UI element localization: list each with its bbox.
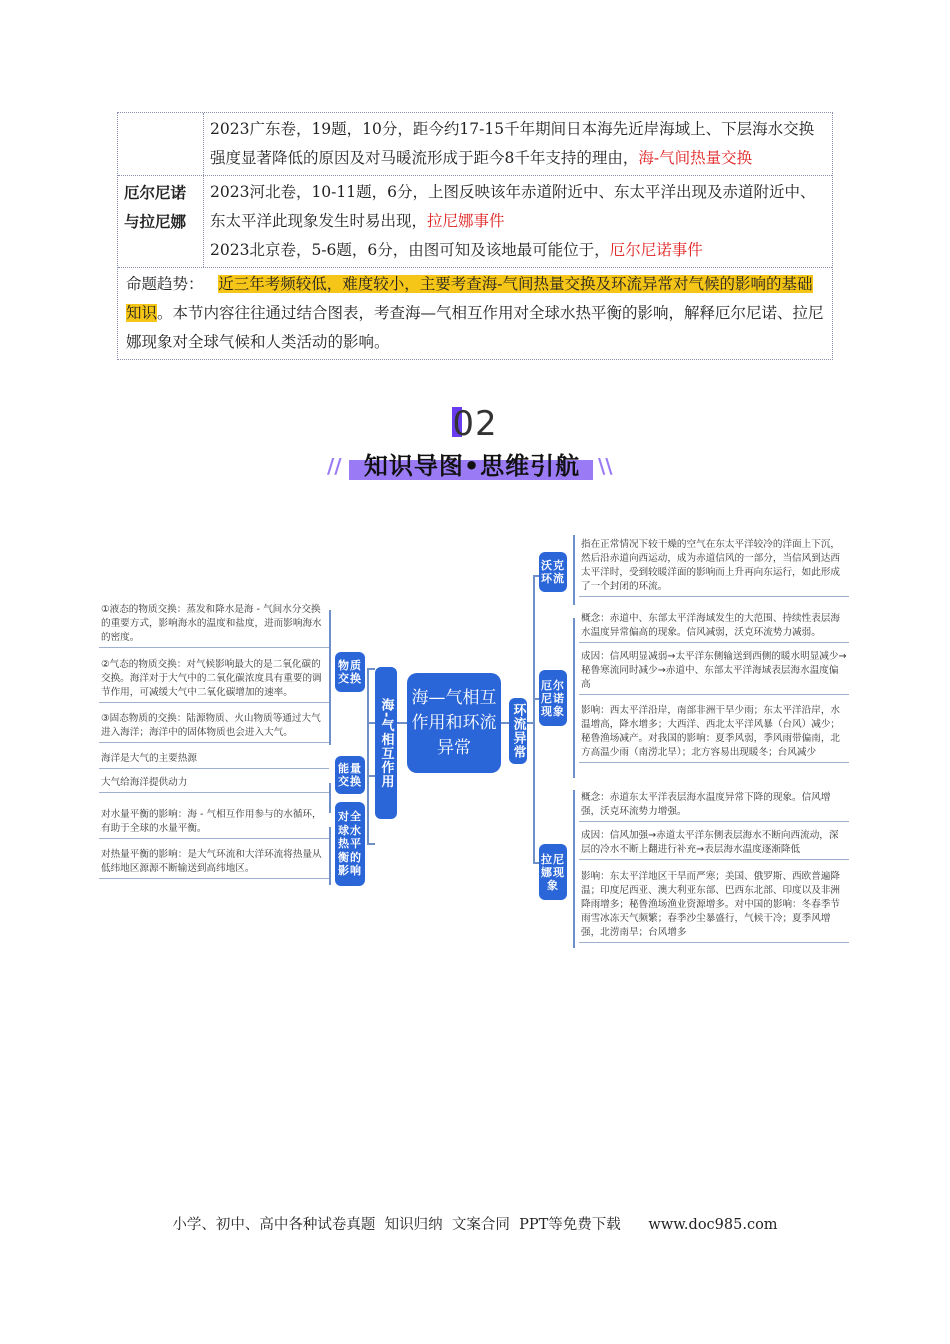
connector (533, 575, 535, 863)
row-answer: 厄尔尼诺事件 (609, 241, 703, 259)
main-node-sea-air-interaction (375, 667, 397, 819)
connector (367, 843, 375, 845)
mindmap-leaf: 对热量平衡的影响：是大气环流和大洋环流将热量从低纬地区源源不断输送到高纬地区。 (99, 848, 329, 879)
node-label: 物质交换 (338, 659, 362, 685)
node-label: 厄尔尼诺现象 (541, 678, 565, 718)
mindmap-leaf: ①液态的物质交换：蒸发和降水是海 - 气间水分交换的重要方式，影响海水的温度和盐度，进而影响海水的密度。 (99, 603, 329, 648)
trend-text: 。本节内容往往通过结合图表，考查海—气相互作用对全球水热平衡的影响，解释厄尔尼诺、拉尼娜现象对全球气候和人类活动的影响。 (126, 304, 824, 351)
mindmap-leaf: 影响：东太平洋地区干旱而严寒；美国、俄罗斯、西欧普遍降温；印度尼西亚、澳大利亚东部、巴西东北部、印度以及非洲降雨增多；秘鲁渔场渔业资源增多。对中国的影响：冬春季节雨雪冰冻天气频繁；春季沙尘暴盛行，气候干冷；夏季风增强，北涝南旱；台风增多 (579, 870, 849, 943)
node-label: 对全球水热平衡的影响 (338, 810, 362, 878)
connector (573, 618, 575, 778)
table-row (118, 176, 832, 268)
mindmap-leaf: ③固态物质的交换：陆源物质、火山物质等通过大气进入海洋；海洋中的固体物质也会进入大气。 (99, 712, 329, 743)
sub-node-walker-circulation (539, 552, 567, 592)
node-label: 沃克环流 (541, 559, 565, 585)
row-answer: 拉尼娜事件 (427, 212, 505, 230)
right-slashes-decoration: \\ (598, 454, 613, 478)
connector (367, 668, 375, 670)
row-answer: 海-气间热量交换 (638, 149, 753, 167)
mindmap-leaf: 海洋是大气的主要热源 (99, 752, 329, 769)
node-label: 环流异常 (510, 703, 526, 759)
node-label: 拉尼娜现象 (541, 852, 565, 892)
connector (527, 722, 535, 724)
sub-node-material-exchange (335, 652, 365, 692)
mindmap-leaf: 概念：赤道中、东部太平洋海域发生的大范围、持续性表层海水温度异常偏高的现象。信风减弱，沃克环流势力减弱。 (579, 612, 849, 643)
row-content (204, 113, 832, 175)
node-label: 能量交换 (338, 762, 362, 788)
exam-table (117, 112, 833, 360)
mindmap-leaf: 概念：赤道东太平洋表层海水温度异常下降的现象。信风增强，沃克环流势力增强。 (579, 791, 849, 822)
mindmap-leaf: 指在正常情况下较干燥的空气在东太平洋较冷的洋面上下沉，然后沿赤道向西运动，成为赤道信风的一部分，当信风到达西太平洋时，受到较暖洋面的影响而上升再向东运行，如此形成了一个封闭的环流。 (579, 538, 849, 597)
section-number: 02 (452, 404, 498, 444)
mindmap-center-node: 海—气相互作用和环流异常 (407, 673, 501, 773)
mindmap-leaf: 成因：信风加强→赤道太平洋东侧表层海水不断向西流动，深层的冷水不断上翻进行补充→表层海水温度逐渐降低 (579, 829, 849, 860)
trend-label: 命题趋势： (126, 275, 204, 293)
table-row-trend (118, 268, 832, 359)
connector (329, 610, 331, 745)
connector (573, 535, 575, 605)
mind-map (95, 530, 855, 960)
section-title: 知识导图•思维引航 (363, 452, 581, 480)
connector (367, 775, 375, 777)
trend-content (118, 268, 832, 359)
mindmap-leaf: ②气态的物质交换：对气候影响最大的是二氧化碳的交换。海洋对于大气中的二氧化碳浓度具有重要的调节作用，可减缓大气中二氧化碳增加的速率。 (99, 658, 329, 703)
trend-highlight: 近三年考频较低，难度较小，主要考查海-气间热量交换及环流异常对气候的影响的基础知识 (126, 275, 813, 322)
mindmap-leaf: 影响：西太平洋沿岸，南部非洲干旱少雨；东太平洋沿岸，水温增高，降水增多；大西洋、西北太平洋风暴（台风）减少；秘鲁渔场减产。对我国的影响：夏季风弱，季风雨带偏南，北方高温少雨（南涝北旱）；北方容易出现暖冬；台风减少 (579, 704, 849, 763)
main-node-circulation-anomaly (509, 698, 527, 764)
left-slashes-decoration: // (327, 454, 342, 478)
sub-node-energy-exchange (335, 756, 365, 794)
node-label: 海-气相互作用 (378, 697, 394, 789)
mindmap-leaf: 大气给海洋提供动力 (99, 776, 329, 793)
sub-node-el-nino (539, 670, 567, 726)
row-text: 2023北京卷，5-6题，6分，由图可知及该地最可能位于， (210, 241, 610, 259)
row-text: 2023广东卷，19题，10分，距今约17-15千年期间日本海先近岸海域上、下层海水交换强度显著降低的原因及对马暖流形成于距今8千年支持的理由， (210, 120, 815, 167)
row-label (118, 113, 204, 175)
connector (329, 783, 331, 813)
row-text: 2023河北卷，10-11题，6分，上图反映该年赤道附近中、东太平洋出现及赤道附近中、东太平洋此现象发生时易出现， (210, 183, 816, 230)
footer-text: 小学、初中、高中各种试卷真题 知识归纳 文案合同 PPT等免费下载 www.doc985.com (172, 1217, 778, 1233)
connector (397, 722, 407, 724)
mindmap-leaf: 成因：信风明显减弱→太平洋东侧输送到西侧的暖水明显减少→秘鲁寒流同时减少→赤道中、东部太平洋海域表层海水温度偏高 (579, 650, 849, 695)
sub-node-la-nina (539, 844, 567, 900)
table-row (118, 113, 832, 176)
connector (329, 827, 331, 885)
row-content (204, 176, 832, 267)
connector (367, 668, 369, 844)
connector (573, 790, 575, 948)
mindmap-leaf: 对水量平衡的影响：海 - 气相互作用参与的水循环，有助于全球的水量平衡。 (99, 808, 329, 839)
row-label: 厄尔尼诺与拉尼娜 (118, 176, 204, 267)
sub-node-global-balance (335, 802, 365, 886)
